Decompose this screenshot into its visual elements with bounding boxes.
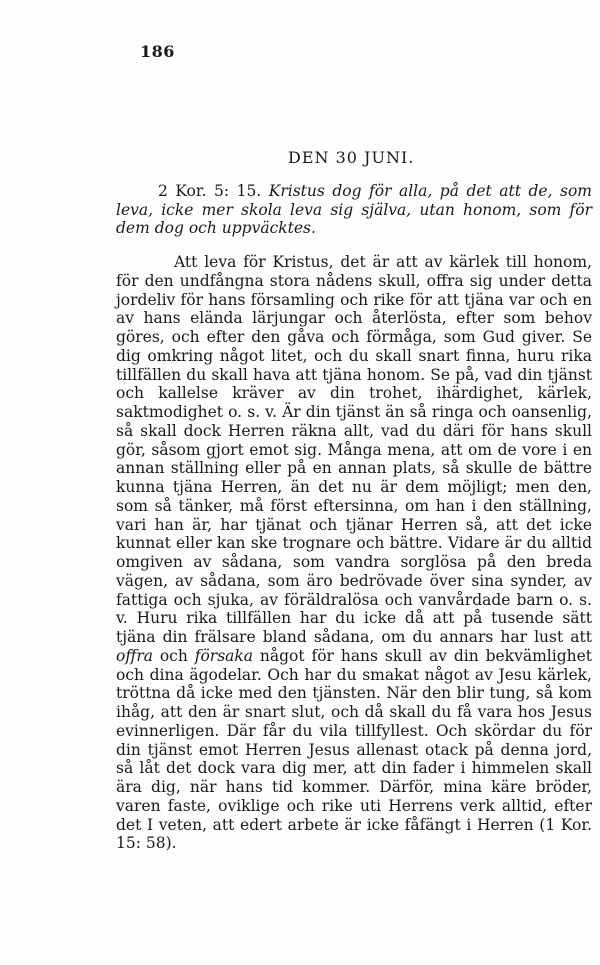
body-text-part2: och bbox=[152, 646, 195, 665]
devotional-text bbox=[116, 253, 592, 853]
body-text-part3: något för hans skull av din bekvämlighet och dina ägodelar. Och har du smakat något av Jesu kärlek, tröttna då icke med den tjänsten. När den blir tung, så kom ihåg, att den är snart slut, och då skall du få vara hos Jesus evinnerligen. Där får du vila tillfyllest. Och skördar du för din tjänst emot Herren Jesus allenast otack på denna jord, så låt det dock vara dig mer, att din fader i himmelen skall ära dig, när hans tid kommer. Därför, mina käre bröder, varen faste, oviklige och rike uti Herrens verk alltid, efter det I veten, att edert arbete är icke fåfängt i Herren (1 Kor. 15: 58). bbox=[116, 646, 592, 853]
bible-verse bbox=[116, 182, 592, 238]
date-heading: DEN 30 JUNI. bbox=[288, 148, 415, 167]
verse-reference: 2 Kor. 5: 15. bbox=[158, 182, 262, 200]
body-text-part1: Att leva för Kristus, det är att av kärlek till honom, för den undfångna stora nådens skull, offra sig under detta jordeliv för hans församling och rike för att tjäna var och en av hans elända lärjungar och återlösta, efter som behov göres, och efter den gåva och förmåga, som Gud giver. Se dig omkring något litet, och du skall snart finna, huru rika tillfällen du skall hava att tjäna honom. Se på, vad din tjänst och kallelse kräver av din trohet, ihärdighet, kärlek, saktmodighet o. s. v. Är din tjänst än så ringa och oansenlig, så skall dock Herren räkna allt, vad du däri för hans skull gör, såsom gjort emot sig. Många mena, att om de vore i en annan ställning eller på en annan plats, så skulle de bättre kunna tjäna Herren, än det nu är dem möjligt; men den, som så tänker, må först eftersinna, om han i den ställning, vari han är, har tjänat och tjänar Herren så, att det icke kunnat eller kan ske trognare och bättre. Vidare är du alltid omgiven av sådana, som vandra sorglösa på den breda vägen, av sådana, som äro bedrövade över sina synder, av fattiga och sjuka, av föräldralösa och vanvårdade barn o. s. v. Huru rika tillfällen har du icke då att på tusende sätt tjäna din frälsare bland sådana, om du annars har lust att bbox=[116, 253, 592, 646]
emphasis-offra: offra bbox=[116, 646, 153, 665]
page-number: 186 bbox=[140, 42, 175, 61]
emphasis-forsaka: försaka bbox=[194, 646, 254, 665]
verse-text: Kristus dog för alla, på det att de, som leva, icke mer skola leva sig själva, utan honom, som för dem dog och uppväcktes. bbox=[116, 182, 592, 237]
